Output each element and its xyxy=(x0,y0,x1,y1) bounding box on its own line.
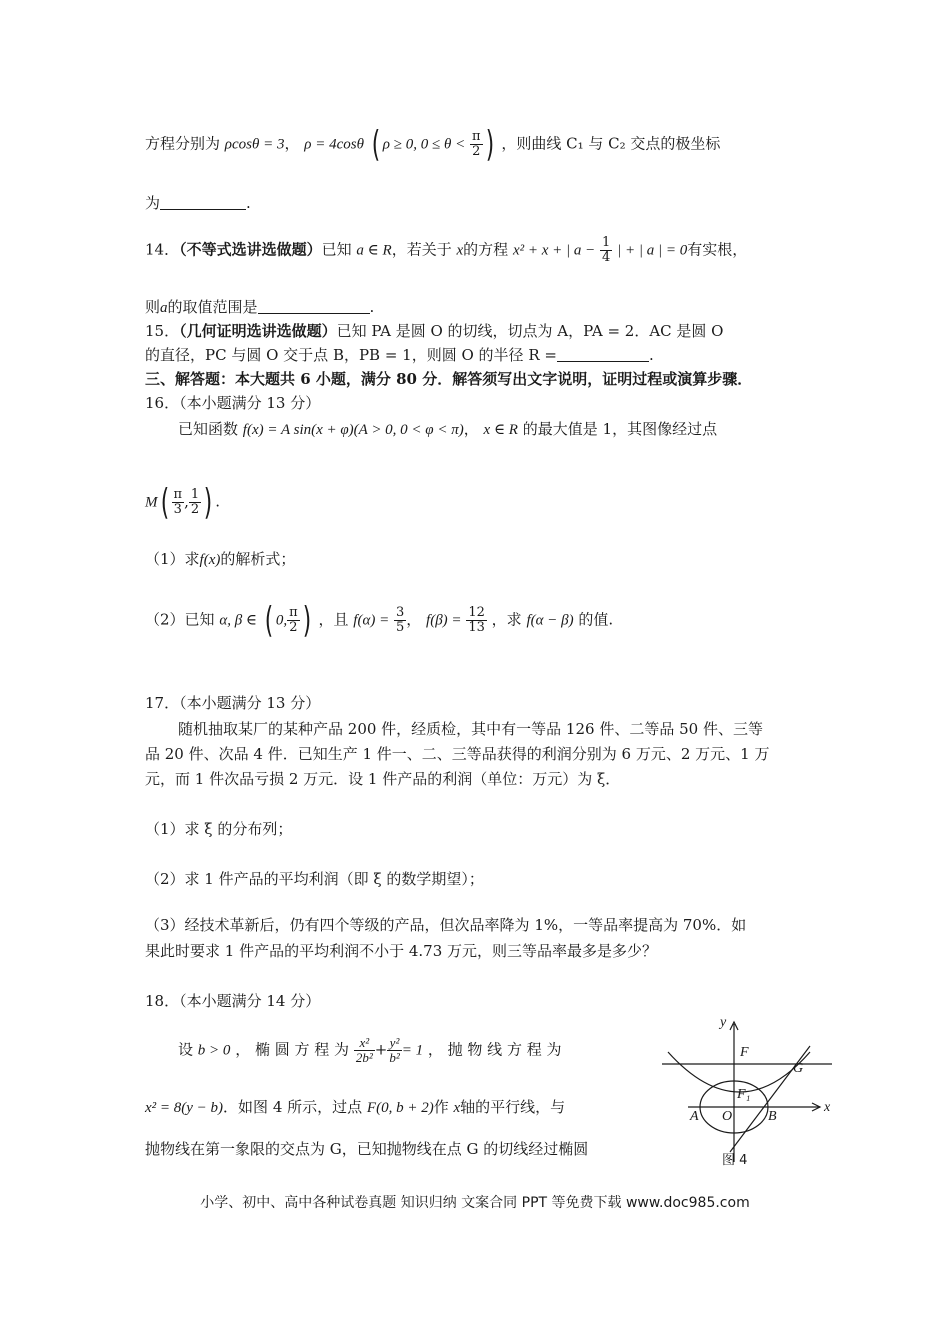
paren-right: ) xyxy=(302,599,311,641)
frac-num: x² xyxy=(354,1036,375,1051)
q17-head: 17．（本小题满分 13 分） xyxy=(145,694,321,712)
q14-tag: （不等式选讲选做题） xyxy=(179,240,322,259)
frac-num: 1 xyxy=(190,487,200,502)
q15-line1 xyxy=(145,320,723,342)
q15-end: . xyxy=(648,346,654,364)
q16-p2m: α, β ∈ xyxy=(219,612,258,629)
label-f: F xyxy=(740,1045,749,1060)
one-over-four xyxy=(600,236,612,265)
q13-line1 xyxy=(145,123,721,165)
paren-right: ) xyxy=(203,481,213,523)
q16-t2: ， xyxy=(463,420,479,438)
q15-l2: 的直径，PC 与圆 O 交于点 B，PB = 1，则圆 O 的半径 R = xyxy=(145,346,557,364)
frac-den: 2b² xyxy=(355,1050,373,1065)
q18-l1a: 设 xyxy=(178,1040,194,1059)
q14-num: 14． xyxy=(145,240,180,259)
frac-den: 5 xyxy=(395,620,405,635)
q18-l2x: x xyxy=(453,1100,461,1116)
frac-den: 3 xyxy=(173,502,182,517)
frac-num: π xyxy=(289,605,298,620)
y2-over-b2 xyxy=(387,1036,401,1065)
frac-num: y² xyxy=(387,1036,401,1051)
paren-left: ( xyxy=(371,123,380,165)
pi-over-3 xyxy=(172,488,185,517)
q13-eq2: ρ = 4cosθ xyxy=(304,136,364,153)
q14-m1: a ∈ R xyxy=(356,242,392,259)
q14-t1: 已知 xyxy=(321,240,352,259)
q15-num: 15． xyxy=(145,322,180,340)
q14-end: . xyxy=(369,298,375,316)
q18-l2b: ．如图 4 所示，过点 xyxy=(223,1098,363,1116)
q14-t2: ，若关于 xyxy=(391,240,452,259)
answer-blank[interactable] xyxy=(557,347,649,362)
section-title: 三、解答题：本大题共 6 小题，满分 80 分．解答须写出文字说明，证明过程或演算步骤． xyxy=(145,370,753,388)
q18-l2m: F(0, b + 2) xyxy=(366,1100,434,1116)
q14-eq-a: x² + x + | a − xyxy=(512,242,596,259)
q16-fx: f(x) = A sin(x + φ)(A > 0, 0 < φ < π) xyxy=(242,422,464,438)
q18-l2a: x² = 8(y − b) xyxy=(145,1100,224,1116)
q16-fab: f(α − β) xyxy=(526,612,574,629)
q13-text: 方程分别为 xyxy=(145,134,221,153)
q13-line2-text: 为 xyxy=(145,194,161,212)
q17-part1: （1）求 ξ 的分布列； xyxy=(145,820,293,838)
q16-t1: 已知函数 xyxy=(178,420,239,438)
plus-sign: + xyxy=(374,1040,388,1059)
q13-cond: ρ ≥ 0, 0 ≤ θ < xyxy=(382,136,466,153)
pi-over-2 xyxy=(470,130,483,159)
q15-l1: 已知 PA 是圆 O 的切线，切点为 A，PA = 2．AC 是圆 O xyxy=(336,322,724,340)
label-f1: F₁ xyxy=(737,1087,751,1102)
q16-p1b: 的解析式； xyxy=(220,550,296,568)
pi-over-2 xyxy=(287,606,300,635)
footer: 小学、初中、高中各种试卷真题 知识归纳 文案合同 PPT 等免费下载 www.doc985.com xyxy=(200,1195,750,1211)
q17-part2: （2）求 1 件产品的平均利润（即 ξ 的数学期望）； xyxy=(145,870,484,888)
q16-xr: x ∈ R xyxy=(483,422,518,438)
q13-eq1: ρcosθ = 3 xyxy=(224,136,285,153)
frac-num: π xyxy=(471,129,481,144)
q14-t4: 有实根， xyxy=(687,240,748,259)
q16-p2b: ，且 xyxy=(318,610,349,629)
frac-den: 4 xyxy=(602,250,611,265)
q14-l2a: 则 xyxy=(145,298,161,316)
q14-m2: x xyxy=(456,242,464,259)
q15-tag: （几何证明选讲选做题） xyxy=(179,322,337,340)
q16-line1 xyxy=(178,418,717,441)
q18-eq1: = 1 xyxy=(401,1042,424,1059)
frac-den: 2 xyxy=(190,502,200,517)
q16-part2 xyxy=(145,599,614,641)
q16-p2zero: 0, xyxy=(275,612,288,629)
q16-t3: 的最大值是 1，其图像经过点 xyxy=(522,420,718,438)
q18-l2c: 作 xyxy=(433,1098,449,1116)
frac-den: 2 xyxy=(289,620,298,635)
frac-den: b² xyxy=(389,1050,400,1065)
q17-line2: 品 20 件、次品 4 件．已知生产 1 件一、二、三等品获得的利润分别为 6 万元、2 万元、1 万 xyxy=(145,745,770,763)
label-o: O xyxy=(722,1109,733,1124)
q14-eq-b: | + | a | = 0 xyxy=(617,242,688,259)
q14-line1 xyxy=(145,236,747,265)
q15-line2 xyxy=(145,344,654,366)
q16-fa: f(α) = xyxy=(353,612,390,629)
frac-num: 3 xyxy=(395,605,405,620)
frac-num: π xyxy=(173,487,183,502)
label-x: x xyxy=(824,1100,831,1115)
answer-blank[interactable] xyxy=(258,299,370,314)
paren-left: ( xyxy=(264,599,274,641)
label-b: B xyxy=(768,1109,777,1124)
q16-point-m: M( $\frac{\pi}{3}$ , $\frac{1}{2}$ ) . xyxy=(145,481,220,523)
frac-den: 13 xyxy=(468,620,485,635)
q14-l2m: a xyxy=(160,300,168,316)
figure-4 xyxy=(660,1012,840,1172)
q16-p2a: （2）已知 xyxy=(145,610,215,629)
three-fifths xyxy=(394,606,406,635)
q16-p1m: f(x) xyxy=(199,552,221,568)
q18-l1b: ， 椭 圆 方 程 为 xyxy=(235,1040,350,1059)
q13-end: . xyxy=(246,194,251,212)
frac-num: 12 xyxy=(468,605,485,620)
q13-tail: ，则曲线 C₁ 与 C₂ 交点的极坐标 xyxy=(501,134,721,153)
q18-l1m: b > 0 xyxy=(197,1042,231,1059)
q16-part1 xyxy=(145,548,295,571)
q14-line2 xyxy=(145,296,374,319)
q17-part3a: （3）经技术革新后，仍有四个等级的产品，但次品率降为 1%，一等品率提高为 70%．如 xyxy=(145,916,747,934)
q17-line3: 元，而 1 件次品亏损 2 万元．设 1 件产品的利润（单位：万元）为 ξ． xyxy=(145,770,621,788)
q17-part3b: 果此时要求 1 件产品的平均利润不小于 4.73 万元，则三等品率最多是多少？ xyxy=(145,942,658,960)
figure-caption: 图 4 xyxy=(722,1153,748,1168)
q17-line1: 随机抽取某厂的某种产品 200 件，经质检，其中有一等品 126 件、二等品 50 件、三等 xyxy=(178,720,763,738)
paren-right: ) xyxy=(485,123,494,165)
q18-head: 18．（本小题满分 14 分） xyxy=(145,992,321,1010)
q16-p1a: （1）求 xyxy=(145,550,200,568)
frac-den: 2 xyxy=(472,144,481,159)
label-g: G xyxy=(793,1061,804,1076)
q16-p2d: 的值. xyxy=(578,610,614,629)
label-y: y xyxy=(720,1015,727,1030)
q14-t3: 的方程 xyxy=(463,240,509,259)
q18-line2 xyxy=(145,1096,565,1119)
q13-line2 xyxy=(145,192,251,214)
q16-dot: . xyxy=(215,492,220,511)
q18-l2d: 轴的平行线，与 xyxy=(460,1098,566,1116)
q13-sep: ， xyxy=(284,134,300,153)
answer-blank[interactable] xyxy=(160,195,246,210)
parabola xyxy=(668,1052,810,1092)
q18-l1c: ， 抛 物 线 方 程 为 xyxy=(427,1040,562,1059)
q16-p2c: ，求 xyxy=(491,610,522,629)
q18-line3: 抛物线在第一象限的交点为 G，已知抛物线在点 G 的切线经过椭圆 xyxy=(145,1140,589,1158)
q16-head: 16．（本小题满分 13 分） xyxy=(145,394,321,412)
label-a: A xyxy=(690,1109,699,1124)
q16-fb: f(β) = xyxy=(426,612,462,629)
paren-left: ( xyxy=(160,481,169,523)
q16-comma: ， xyxy=(406,610,422,629)
q14-l2b: 的取值范围是 xyxy=(167,298,258,316)
point-label: M xyxy=(145,494,158,511)
twelve-thirteenths xyxy=(466,606,487,635)
x2-over-2b2 xyxy=(354,1036,375,1065)
one-over-two xyxy=(189,488,201,517)
frac-num: 1 xyxy=(602,235,611,250)
q18-line1 xyxy=(178,1036,561,1065)
